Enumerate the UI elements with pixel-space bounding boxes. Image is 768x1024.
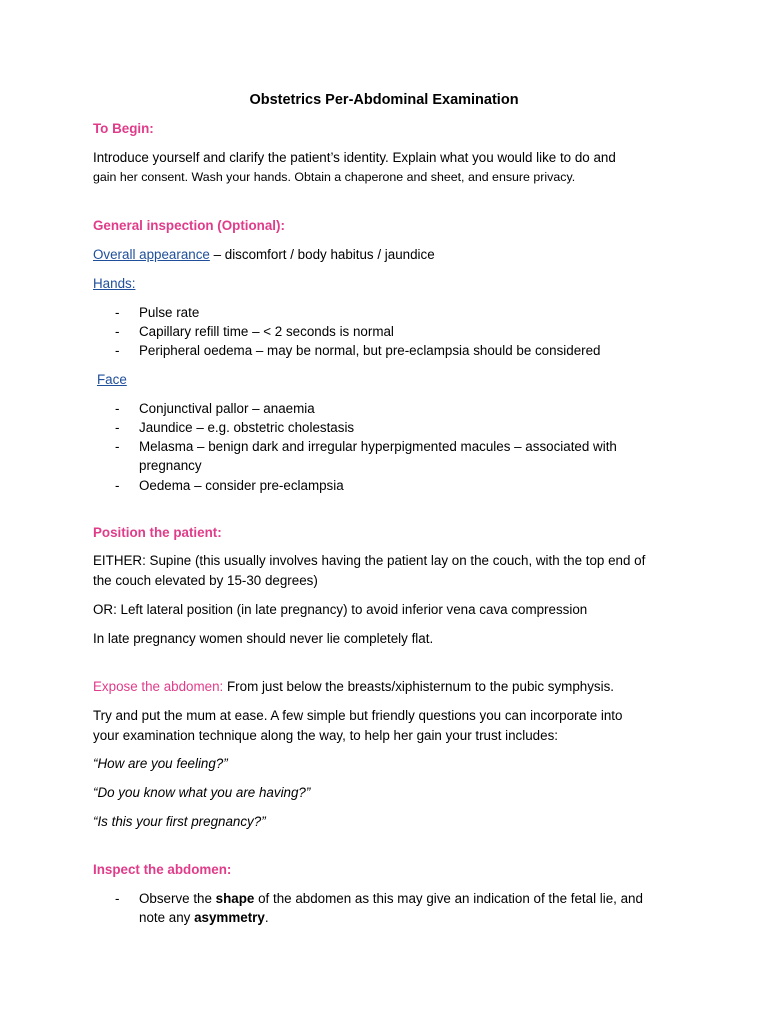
position-either-line-1: EITHER: Supine (this usually involves having the patient lay on the couch, with the top end of — [93, 553, 646, 568]
inspect-item-bold-shape: shape — [215, 891, 255, 906]
list-dash: - — [115, 324, 120, 339]
list-dash: - — [115, 343, 120, 358]
page-title: Obstetrics Per-Abdominal Examination — [249, 92, 519, 108]
list-dash: - — [115, 478, 120, 493]
list-item: Capillary refill time – < 2 seconds is normal — [139, 324, 394, 339]
question-1: “How are you feeling?” — [93, 756, 228, 771]
expose-text: From just below the breasts/xiphisternum to the pubic symphysis. — [223, 679, 615, 694]
list-dash: - — [115, 401, 120, 416]
position-either-line-2: the couch elevated by 15-30 degrees) — [93, 573, 318, 588]
try-line-1: Try and put the mum at ease. A few simple but friendly questions you can incorporate into — [93, 708, 623, 723]
inspect-heading: Inspect the abdomen: — [93, 862, 232, 877]
begin-text-line-2: gain her consent. Wash your hands. Obtain a chaperone and sheet, and ensure privacy. — [93, 170, 576, 184]
expose-line — [93, 677, 693, 696]
list-item: Melasma – benign dark and irregular hyperpigmented macules – associated with — [139, 439, 617, 454]
overall-appearance-line — [93, 245, 693, 264]
inspect-item-line-2 — [139, 908, 269, 927]
position-or-line: OR: Left lateral position (in late pregnancy) to avoid inferior vena cava compression — [93, 602, 588, 617]
question-3: “Is this your first pregnancy?” — [93, 814, 266, 829]
list-item: Pulse rate — [139, 305, 200, 320]
inspect-item-line-1 — [139, 889, 643, 908]
list-item: Oedema – consider pre-eclampsia — [139, 478, 344, 493]
face-heading[interactable]: Face — [97, 372, 127, 387]
question-2: “Do you know what you are having?” — [93, 785, 311, 800]
begin-text-line-1: Introduce yourself and clarify the patient’s identity. Explain what you would like to do and — [93, 150, 616, 165]
inspect-item-bold-asymmetry: asymmetry — [194, 910, 265, 925]
list-dash: - — [115, 891, 120, 906]
list-dash: - — [115, 420, 120, 435]
try-line-2: your examination technique along the way, to help her gain your trust includes: — [93, 728, 558, 743]
overall-appearance-link[interactable]: Overall appearance — [93, 247, 210, 262]
inspect-item-text: of the abdomen as this may give an indication of the fetal lie, and — [254, 891, 643, 906]
expose-heading: Expose the abdomen: — [93, 679, 224, 694]
position-heading: Position the patient: — [93, 525, 222, 540]
list-item-continuation: pregnancy — [139, 458, 202, 473]
position-late-line: In late pregnancy women should never lie completely flat. — [93, 631, 434, 646]
overall-appearance-text: – discomfort / body habitus / jaundice — [209, 247, 435, 262]
hands-heading[interactable]: Hands: — [93, 276, 136, 291]
list-item: Conjunctival pallor – anaemia — [139, 401, 315, 416]
list-item: Peripheral oedema – may be normal, but pre-eclampsia should be considered — [139, 343, 601, 358]
list-dash: - — [115, 305, 120, 320]
inspect-item-text: note any — [139, 910, 195, 925]
to-begin-heading: To Begin: — [93, 121, 154, 136]
inspect-item-text: . — [264, 910, 269, 925]
list-dash: - — [115, 439, 120, 454]
list-item: Jaundice – e.g. obstetric cholestasis — [139, 420, 355, 435]
general-inspection-heading: General inspection (Optional): — [93, 218, 285, 233]
inspect-item-text: Observe the — [139, 891, 216, 906]
